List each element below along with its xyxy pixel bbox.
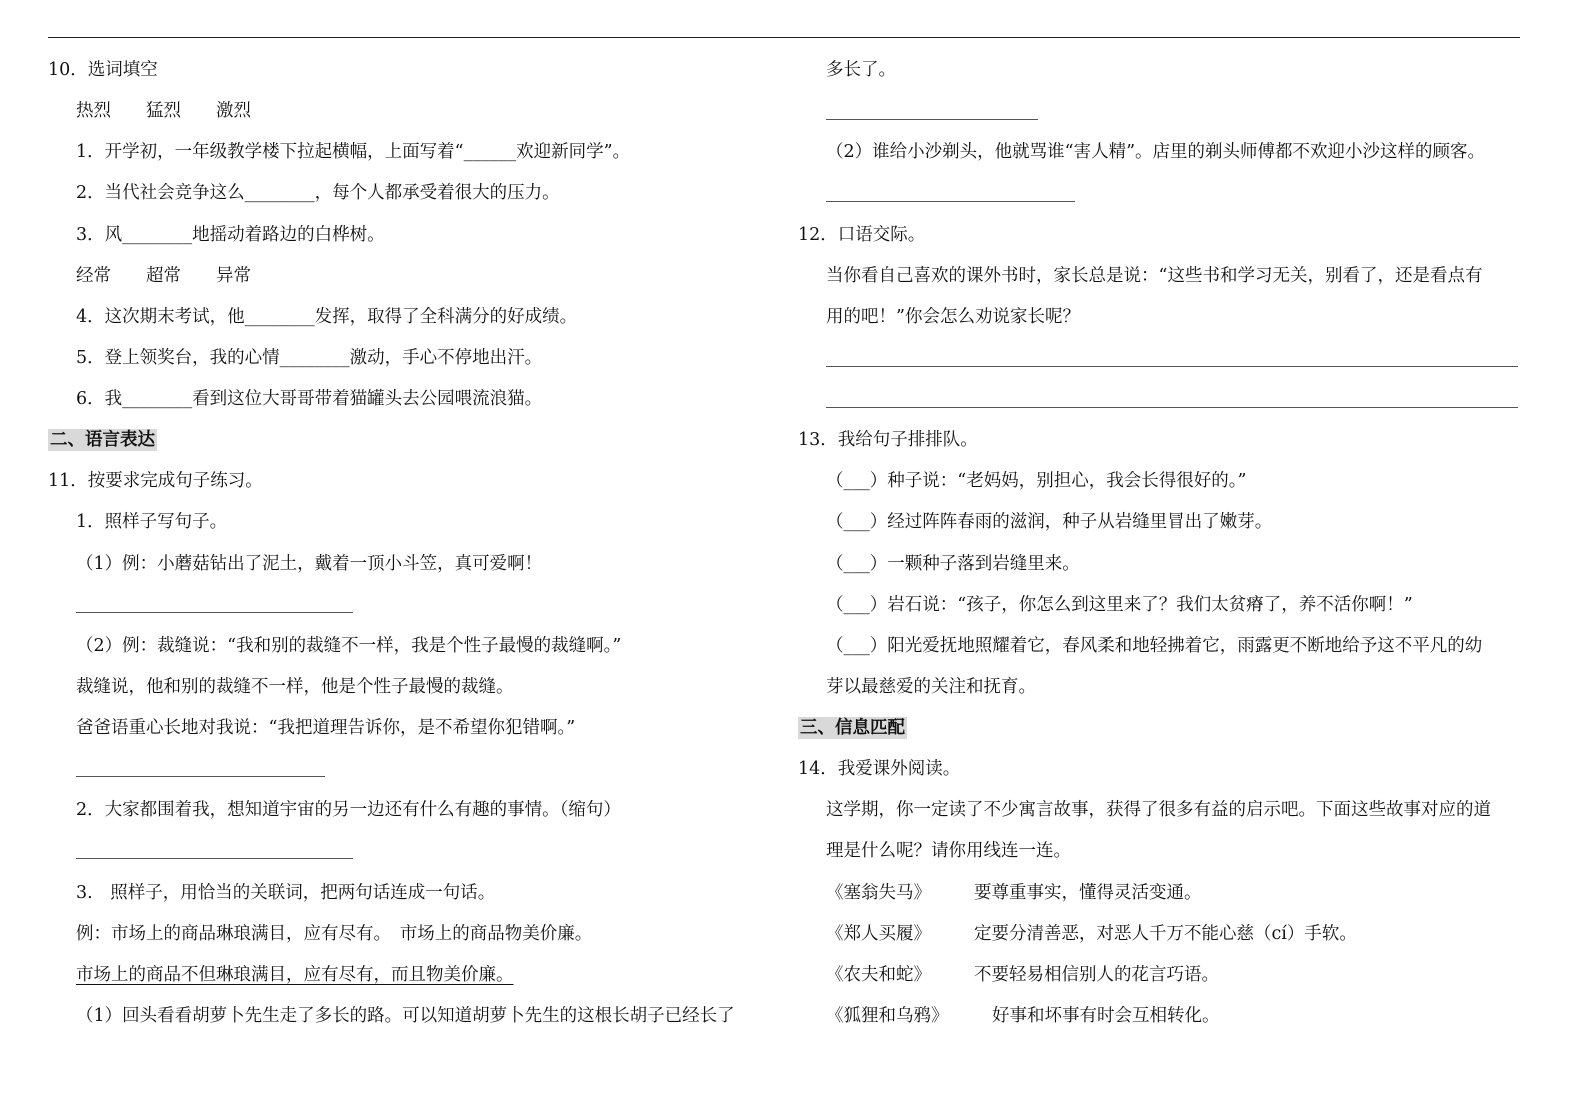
- answer-line[interactable]: [76, 776, 325, 777]
- match-lesson-4[interactable]: 好事和坏事有时会互相转化。: [992, 1006, 1220, 1026]
- q11-1-example-2-answer: 裁缝说，他和别的裁缝不一样，他是个性子最慢的裁缝。: [76, 677, 514, 697]
- match-lesson-1[interactable]: 要尊重事实，懂得灵活变通。: [974, 883, 1202, 903]
- q13-title: 13．我给句子排排队。: [798, 430, 978, 450]
- q11-1-example-1: （1）例：小蘑菇钻出了泥土，戴着一顶小斗笠，真可爱啊！: [76, 554, 543, 574]
- q10-sentence-3: 3．风________地摇动着路边的白桦树。: [76, 225, 385, 245]
- answer-line[interactable]: [76, 858, 353, 859]
- q13-sentence-5-continued: 芽以最慈爱的关注和抚育。: [826, 677, 1036, 697]
- match-story-1[interactable]: 《塞翁失马》: [826, 883, 931, 903]
- q11-1-example-2: （2）例：裁缝说：“我和别的裁缝不一样，我是个性子最慢的裁缝啊。”: [76, 636, 622, 656]
- q10-word-choices-a: 热烈 猛烈 激烈: [76, 101, 251, 121]
- q11-3-example: 例：市场上的商品琳琅满目，应有尽有。 市场上的商品物美价廉。: [76, 924, 593, 944]
- match-story-3[interactable]: 《农夫和蛇》: [826, 965, 931, 985]
- q10-title: 10．选词填空: [48, 60, 158, 80]
- q11-part-3: 3. 照样子，用恰当的关联词，把两句话连成一句话。: [76, 883, 496, 903]
- q11-3-task-1-continued: 多长了。: [826, 60, 896, 80]
- match-lesson-2[interactable]: 定要分清善恶，对恶人千万不能心慈（cí）手软。: [974, 924, 1357, 944]
- answer-line[interactable]: [76, 612, 353, 613]
- answer-line[interactable]: [826, 366, 1518, 367]
- match-story-2[interactable]: 《郑人买履》: [826, 924, 931, 944]
- q10-sentence-6: 6．我________看到这位大哥哥带着猫罐头去公园喂流浪猫。: [76, 389, 543, 409]
- q11-part-1: 1．照样子写句子。: [76, 512, 228, 532]
- q10-sentence-1: 1．开学初，一年级教学楼下拉起横幅，上面写着“______欢迎新同学”。: [76, 142, 631, 162]
- header-rule: [48, 37, 1520, 38]
- q13-sentence-4: （___）岩石说：“孩子，你怎么到这里来了？我们太贫瘠了，养不活你啊！”: [826, 595, 1413, 615]
- q10-sentence-5: 5．登上领奖台，我的心情________激动，手心不停地出汗。: [76, 348, 543, 368]
- q11-3-task-2: （2）谁给小沙剃头，他就骂谁“害人精”。店里的剃头师傅都不欢迎小沙这样的顾客。: [826, 142, 1486, 162]
- q14-intro-line-2: 理是什么呢？请你用线连一连。: [826, 841, 1071, 861]
- q10-sentence-2: 2．当代社会竞争这么________，每个人都承受着很大的压力。: [76, 183, 560, 203]
- q10-word-choices-b: 经常 超常 异常: [76, 266, 251, 286]
- q14-title: 14．我爱课外阅读。: [798, 759, 961, 779]
- q12-prompt-line-2: 用的吧！”你会怎么劝说家长呢？: [826, 307, 1080, 327]
- section-heading-3: 三、信息匹配: [800, 718, 905, 738]
- q10-sentence-4: 4．这次期末考试，他________发挥，取得了全科满分的好成绩。: [76, 307, 578, 327]
- match-lesson-3[interactable]: 不要轻易相信别人的花言巧语。: [974, 965, 1219, 985]
- q13-sentence-3: （___）一颗种子落到岩缝里来。: [826, 554, 1080, 574]
- answer-line[interactable]: [826, 201, 1075, 202]
- q11-title: 11．按要求完成句子练习。: [48, 471, 263, 491]
- q13-sentence-5: （___）阳光爱抚地照耀着它，春风柔和地轻拂着它，雨露更不断地给予这不平凡的幼: [826, 636, 1483, 656]
- q12-prompt-line-1: 当你看自己喜欢的课外书时，家长总是说：“这些书和学习无关，别看了，还是看点有: [826, 266, 1483, 286]
- q11-3-task-1: （1）回头看看胡萝卜先生走了多长的路。可以知道胡萝卜先生的这根长胡子已经长了: [76, 1006, 735, 1026]
- q14-intro-line-1: 这学期，你一定读了不少寓言故事，获得了很多有益的启示吧。下面这些故事对应的道: [826, 800, 1491, 820]
- q11-1-task-2: 爸爸语重心长地对我说：“我把道理告诉你，是不希望你犯错啊。”: [76, 718, 576, 738]
- q13-sentence-2: （___）经过阵阵春雨的滋润，种子从岩缝里冒出了嫩芽。: [826, 512, 1273, 532]
- q12-title: 12．口语交际。: [798, 225, 926, 245]
- answer-line[interactable]: [826, 407, 1518, 408]
- answer-line[interactable]: [826, 119, 1038, 120]
- q13-sentence-1: （___）种子说：“老妈妈，别担心，我会长得很好的。”: [826, 471, 1247, 491]
- section-heading-2: 二、语言表达: [50, 430, 155, 450]
- q11-part-2: 2．大家都围着我，想知道宇宙的另一边还有什么有趣的事情。（缩句）: [76, 800, 621, 820]
- match-story-4[interactable]: 《狐狸和乌鸦》: [826, 1006, 949, 1026]
- q11-3-example-answer: 市场上的商品不但琳琅满目，应有尽有，而且物美价廉。: [76, 965, 514, 985]
